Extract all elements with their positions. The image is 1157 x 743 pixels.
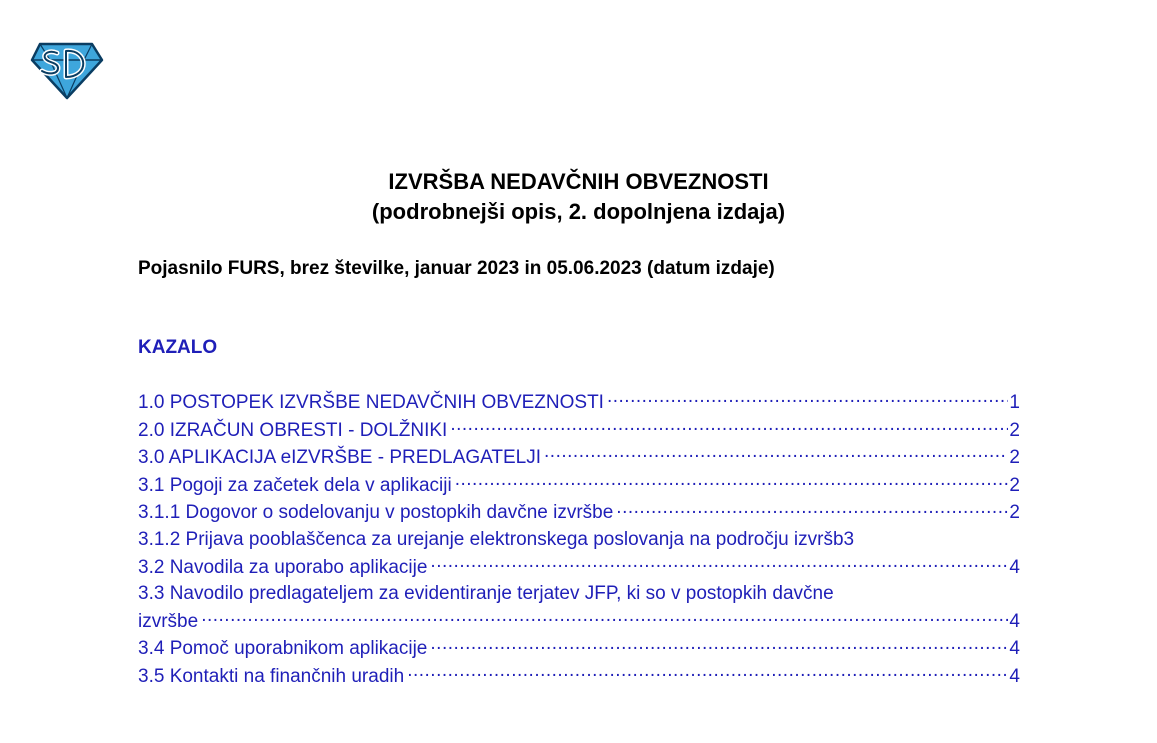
table-of-contents xyxy=(138,389,1020,691)
toc-entry-page: 1 xyxy=(1009,392,1020,413)
toc-entry-1-0[interactable] xyxy=(138,389,1020,417)
toc-entry-3-1-2[interactable] xyxy=(138,527,1020,554)
toc-leader-dots xyxy=(199,608,1008,627)
title-line-2: (podrobnejši opis, 2. dopolnjena izdaja) xyxy=(371,199,786,224)
toc-entry-label: 3.5 Kontakti na finančnih uradih xyxy=(138,665,405,687)
toc-entry-page: 3 xyxy=(843,528,855,550)
toc-entry-page: 4 xyxy=(1009,665,1020,687)
toc-entry-label: 3.0 APLIKACIJA eIZVRŠBE - PREDLAGATELJI xyxy=(138,447,542,469)
toc-leader-dots xyxy=(453,472,1009,491)
toc-entry-page: 4 xyxy=(1009,556,1020,578)
toc-leader-dots xyxy=(405,663,1008,682)
toc-entry-label-line-2: izvršbe xyxy=(138,610,199,632)
toc-leader-dots xyxy=(614,499,1008,518)
toc-entry-label: 3.1 Pogoji za začetek dela v aplikaciji xyxy=(138,474,452,496)
toc-entry-label: 3.4 Pomoč uporabnikom aplikacije xyxy=(138,638,428,660)
toc-heading: KAZALO xyxy=(138,337,218,358)
toc-entry-page: 4 xyxy=(1009,638,1020,660)
toc-entry-3-2[interactable] xyxy=(138,554,1020,582)
toc-entry-label: 1.0 POSTOPEK IZVRŠBE NEDAVČNIH OBVEZNOSTI xyxy=(138,392,604,413)
toc-entry-page: 4 xyxy=(1009,610,1020,632)
toc-entry-line-2 xyxy=(138,608,1020,636)
toc-entry-3-0[interactable] xyxy=(138,444,1020,472)
document-subtitle: Pojasnilo FURS, brez številke, januar 2023 in 05.06.2023 (datum izdaje) xyxy=(138,258,775,279)
toc-entry-page: 2 xyxy=(1009,419,1020,441)
toc-entry-3-4[interactable] xyxy=(138,635,1020,663)
toc-entry-page: 2 xyxy=(1009,474,1020,496)
toc-entry-label: 3.2 Navodila za uporabo aplikacije xyxy=(138,556,428,578)
toc-entry-3-5[interactable] xyxy=(138,663,1020,691)
toc-entry-label-line-1: 3.3 Navodilo predlagateljem za evidentiranje terjatev JFP, ki so v postopkih davčne xyxy=(138,583,834,605)
toc-leader-dots xyxy=(428,635,1008,654)
toc-leader-dots xyxy=(428,554,1008,573)
toc-entry-label: 3.1.2 Prijava pooblaščenca za urejanje elektronskega poslovanja na področju izvršb xyxy=(138,528,844,550)
toc-entry-3-3[interactable] xyxy=(138,581,1020,635)
toc-entry-2-0[interactable] xyxy=(138,417,1020,445)
toc-entry-3-1-1[interactable] xyxy=(138,499,1020,527)
title-line-1: IZVRŠBA NEDAVČNIH OBVEZNOSTI xyxy=(388,169,769,194)
toc-entry-label: 3.1.1 Dogovor o sodelovanju v postopkih davčne izvršbe xyxy=(138,502,614,524)
toc-entry-page: 2 xyxy=(1009,447,1020,469)
sd-diamond-logo-icon xyxy=(30,40,104,100)
toc-entry-page: 2 xyxy=(1009,502,1020,524)
toc-leader-dots xyxy=(605,389,1008,408)
document-title xyxy=(0,167,1157,227)
toc-leader-dots xyxy=(542,444,1008,463)
toc-entry-3-1[interactable] xyxy=(138,472,1020,500)
toc-entry-label: 2.0 IZRAČUN OBRESTI - DOLŽNIKI xyxy=(138,419,448,441)
toc-leader-dots xyxy=(448,417,1008,436)
